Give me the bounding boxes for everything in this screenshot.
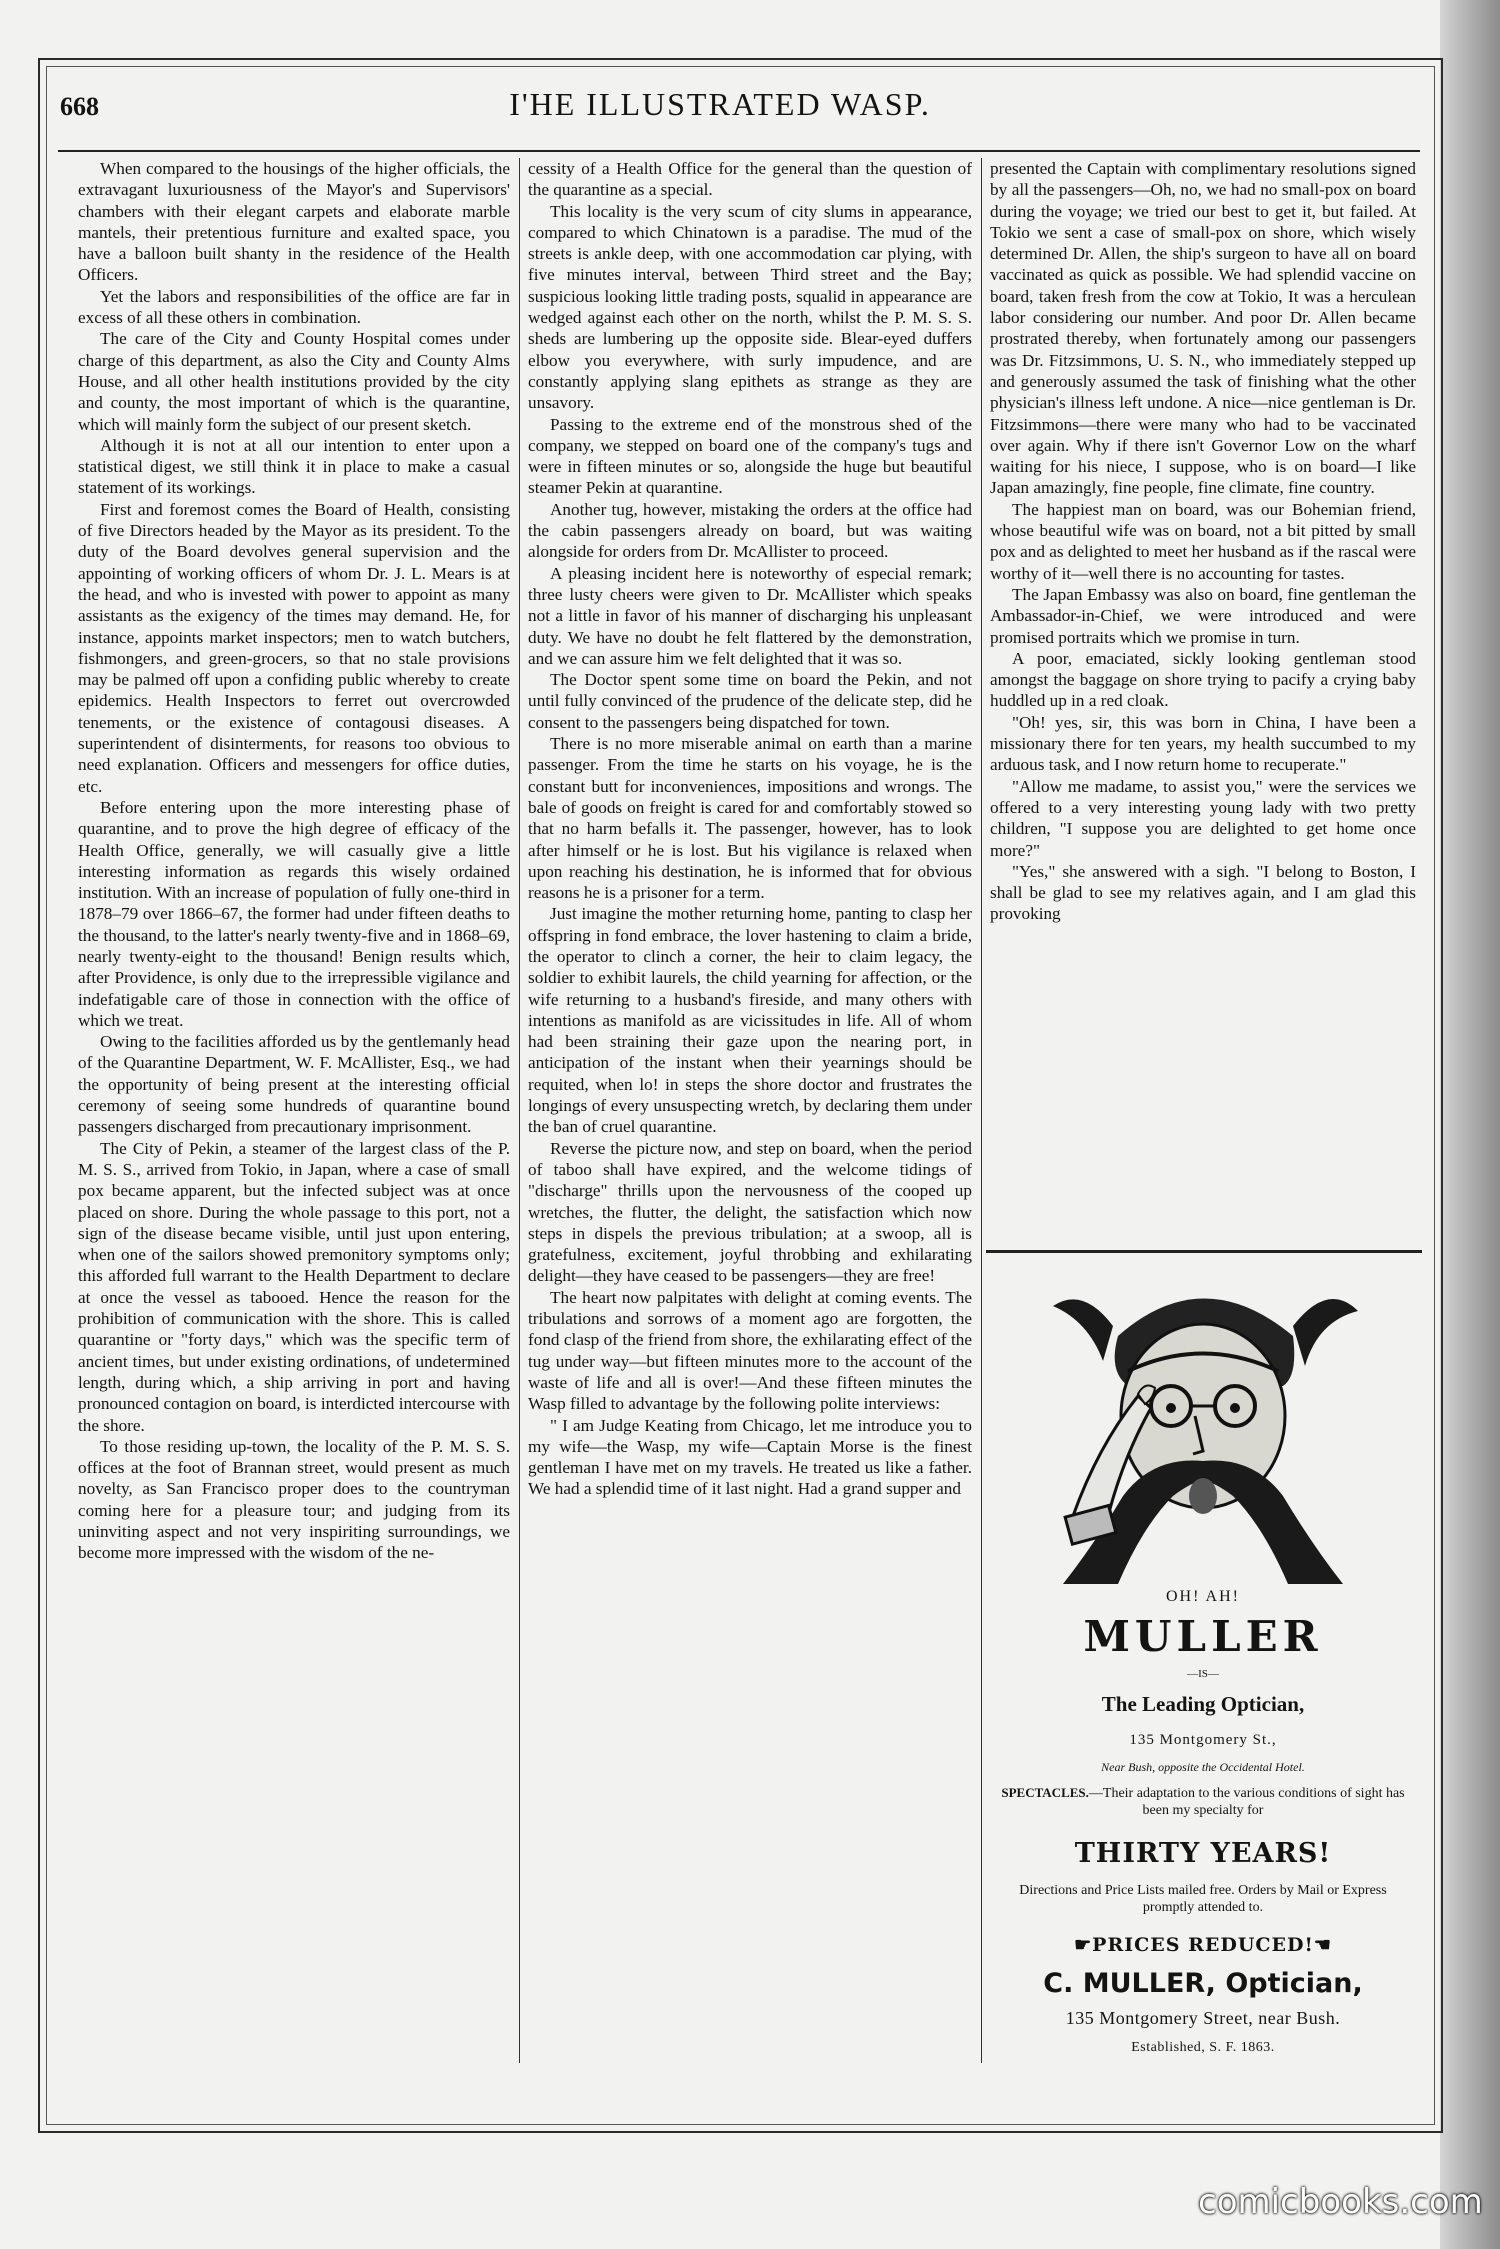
- ad-address: 135 Montgomery Street, near Bush.: [1065, 2008, 1341, 2028]
- ad-location-note: Near Bush, opposite the Occidental Hotel.: [1101, 1760, 1305, 1774]
- column-divider: [519, 158, 520, 2063]
- paragraph: Although it is not at all our intention to enter upon a statistical digest, we still think it in place to make a casual statement of its workings.: [78, 435, 510, 498]
- ad-optician-name: C. MULLER, Optician,: [1043, 1968, 1363, 1999]
- site-watermark: comicbooks.com: [1198, 2182, 1483, 2222]
- advertisement-rule: [986, 1250, 1422, 1253]
- paragraph: "Allow me madame, to assist you," were the services we offered to a very interesting young lady with two pretty children, "I suppose you are delighted to get home once more?": [990, 776, 1416, 860]
- ad-tagline: The Leading Optician,: [1101, 1692, 1305, 1716]
- paragraph: The Japan Embassy was also on board, fine gentleman the Ambassador-in-Chief, we were introduced and were promised portraits which we promise in turn.: [990, 584, 1416, 647]
- article-column-1: [78, 158, 510, 2063]
- ad-spectacles-body: —Their adaptation to the various conditions of sight has been my specialty for: [1088, 1786, 1405, 1818]
- ad-street: 135 Montgomery St.,: [1129, 1732, 1277, 1748]
- ad-directions: Directions and Price Lists mailed free. Orders by Mail or Express promptly attended to.: [1019, 1883, 1387, 1915]
- ad-prices-label: PRICES REDUCED!: [1092, 1934, 1314, 1956]
- paragraph: The care of the City and County Hospital comes under charge of this department, as also the City and County Alms House, and all other health institutions provided by the city and county, the most important of which is the quarantine, which will mainly form the subject of our present sketch.: [78, 329, 510, 434]
- paragraph: The City of Pekin, a steamer of the largest class of the P. M. S. S., arrived from Tokio, in Japan, where a case of small pox became apparent, but the infected subject was at once placed on shore. During the whole passage to this port, not a sign of the disease became visible, until just upon entering, when one of the sailors showed premonitory symptoms only; this afforded full warrant to the Health Department to declare at once the vessel as tabooed. Hence the reason for the prohibition of communication with the shore. This is called quarantine or "forty days," which was the specific term of ancient times, but under existing ordinations, of undetermined length, during which, a ship arriving in port and having pronounced contagion on board, is interdicted intercourse with the shore.: [78, 1138, 510, 1435]
- paragraph: First and foremost comes the Board of Health, consisting of five Directors headed by the Mayor as its president. To the duty of the Board devolves general supervision and the appointing of working officers of whom Dr. J. L. Mears is at the head, and who is invested with power to appoint as many assistants as the exigency of the times may demand. He, for instance, appoints market inspectors; men to watch butchers, fishmongers, and green-grocers, so that no stale provisions may be palmed off upon a confiding public whereby to create epidemics. Health Inspectors to ferret out overcrowded tenements, or the existence of contagousi diseases. A superintendent of disinterments, for reasons too obvious to need explanation. Officers and messengers for office duties, etc.: [78, 499, 510, 796]
- paragraph: There is no more miserable animal on earth than a marine passenger. From the time he starts on his voyage, he is the constant butt for inconveniences, impositions and wrongs. The bale of goods on freight is cared for and comfortably stowed so that no harm befalls it. The passenger, however, has to look after himself or he is lost. But his vigilance is relaxed when upon reaching his destination, he is informed that for obvious reasons he is a prisoner for a term.: [528, 734, 972, 903]
- ad-thirty-years: THIRTY YEARS!: [1074, 1838, 1332, 1869]
- paragraph: Before entering upon the more interesting phase of quarantine, and to prove the high degree of efficacy of the Health Office, generally, we will casually give a little interesting information as regards this wisely ordained institution. With an increase of population of fully one-third in 1878–79 over 1866–67, the former had under fifteen deaths to the thousand, to the latter's nearly twenty-five and in 1868–69, nearly twenty-eight to the thousand! Benign results which, after Providence, is only due to the irrepressible vigilance and indefatigable care of those in connection with the office of which we treat.: [78, 797, 510, 1030]
- paragraph: Reverse the picture now, and step on board, when the period of taboo shall have expired, and the welcome tidings of "discharge" thrills upon the nervousness of the cooped up wretches, the flutter, the delight, the satisfaction which now steps in dispels the previous tribulation; at a swoop, all is gratefulness, excitement, joyful throbbing and exhilarating delight—they have ceased to be passengers—they are free!: [528, 1138, 972, 1286]
- header-rule: [58, 150, 1420, 152]
- ad-established: Established, S. F. 1863.: [1131, 2040, 1275, 2055]
- ad-spectacles-text: [996, 1784, 1410, 1819]
- ad-brand-name: MULLER: [1083, 1612, 1323, 1661]
- ad-is-divider: —IS—: [1187, 1668, 1219, 1680]
- muller-optician-advertisement: [990, 1262, 1416, 2067]
- paragraph: To those residing up-town, the locality of the P. M. S. S. offices at the foot of Brannan street, would present as much novelty, as San Francisco proper does to the countryman coming here for a pleasure tour; and judging from its uninviting aspect and not very inspiriting surroundings, we become more impressed with the wisdom of the ne-: [78, 1436, 510, 1563]
- page-number: 668: [60, 92, 99, 121]
- paragraph: The happiest man on board, was our Bohemian friend, whose beautiful wife was on board, not a bit pitted by small pox and as delighted to meet her husband as if the rascal were worthy of it—well there is no accounting for tastes.: [990, 499, 1416, 583]
- page-binding-edge: [1440, 0, 1500, 2249]
- article-column-3: [990, 158, 1416, 1248]
- paragraph: "Yes," she answered with a sigh. "I belong to Boston, I shall be glad to see my relatives again, and I am glad this provoking: [990, 861, 1416, 924]
- paragraph: Yet the labors and responsibilities of the office are far in excess of all these others in combination.: [78, 286, 510, 328]
- paragraph: Owing to the facilities afforded us by the gentlemanly head of the Quarantine Department, W. F. McAllister, Esq., we had the opportunity of being present at the interesting official ceremony of seeing some hundreds of quarantine bound passengers discharged from precautionary imprisonment.: [78, 1032, 510, 1137]
- paragraph: The Doctor spent some time on board the Pekin, and not until fully convinced of the prudence of the delicate step, did he consent to the passengers being dispatched for town.: [528, 670, 972, 732]
- paragraph: cessity of a Health Office for the general than the question of the quarantine as a special.: [528, 159, 972, 200]
- paragraph: " I am Judge Keating from Chicago, let me introduce you to my wife—the Wasp, my wife—Captain Morse is the finest gentleman I have met on my travels. He treated us like a father. We had a splendid time of it last night. Had a grand supper and: [528, 1415, 972, 1499]
- column-divider: [981, 158, 982, 2063]
- paragraph: Just imagine the mother returning home, panting to clasp her offspring in fond embrace, the lover hastening to claim a bride, the operator to clinch a corner, the heir to claim legacy, the soldier to exhibit laurels, the child yearning for affection, or the wife returning to a husband's fireside, and many others with intentions as manifold as are vicissitudes in life. All of whom had been straining their gaze upon the nearing port, in anticipation of the instant when their yearnings should be requited, when lo! in steps the shore doctor and frustrates the longings of every unsuspecting wretch, by declaring them under the ban of cruel quarantine.: [528, 904, 972, 1137]
- paragraph: A poor, emaciated, sickly looking gentleman stood amongst the baggage on shore trying to pacify a crying baby huddled up in a red cloak.: [990, 648, 1416, 711]
- article-column-2: [528, 158, 972, 2063]
- paragraph: This locality is the very scum of city slums in appearance, compared to which Chinatown is a paradise. The mud of the streets is ankle deep, with one accommodation car plying, with five minutes interval, between Third street and the Bay; suspicious looking little trading posts, squalid in appearance are wedged against each other on the north, whilst the P. M. S. S. sheds are lumbering up the opposite side. Blear-eyed duffers elbow you everywhere, with surly impudence, and are constantly applying slang epithets as strange as they are unsavory.: [528, 201, 972, 413]
- ad-prices-reduced: [990, 1934, 1416, 1956]
- paragraph: presented the Captain with complimentary resolutions signed by all the passengers—Oh, no, we had no small-pox on board during the voyage; we tried our best to get it, but failed. At Tokio we sent a case of small-pox on shore, which wisely determined Dr. Allen, the ship's surgeon to have all on board vaccinated as quick as possible. We had splendid vaccine on board, taken fresh from the cow at Tokio, It was a herculean labor considering our number. And poor Dr. Allen became prostrated thereby, when fortunately among our passengers was Dr. Fitzsimmons, U. S. N., who immediately stepped up and generously assumed the task of finishing what the other physician's illness left undone. A nice—nice gentleman is Dr. Fitzsimmons—there were many who had to be vaccinated over again. Why if there isn't Governor Low on the wharf waiting for his niece, I suppose, who is on board—I like Japan amazingly, fine people, fine climate, fine country.: [990, 159, 1416, 498]
- paragraph: The heart now palpitates with delight at coming events. The tribulations and sorrows of a moment ago are forgotten, the fond clasp of the friend from shore, the exhilarating effect of the tug under way—but fifteen minutes more to the account of the waste of life and all is over!—And these fifteen minutes the Wasp filled to advantage by the following polite interviews:: [528, 1287, 972, 1414]
- bespectacled-man-illustration: [1043, 1266, 1363, 1584]
- paragraph: When compared to the housings of the higher officials, the extravagant luxuriousness of the Mayor's and Supervisors' chambers with their elegant carpets and elaborate marble mantels, their pretentious furniture and exalted space, you have a balloon built shanty in the residence of the Health Officers.: [78, 159, 510, 285]
- ad-exclamation: OH! AH!: [1166, 1588, 1240, 1605]
- ad-spectacles-label: SPECTACLES.: [1001, 1785, 1089, 1800]
- paragraph: Passing to the extreme end of the monstrous shed of the company, we stepped on board one of the company's tugs and were in fifteen minutes or so, alongside the huge but beautiful steamer Pekin at quarantine.: [528, 414, 972, 498]
- paragraph: A pleasing incident here is noteworthy of especial remark; three lusty cheers were given to Dr. McAllister which speaks not a little in favor of his manner of discharging his unpleasant duty. We have no doubt he felt flattered by the demonstration, and we can assure him we felt delighted that it was so.: [528, 563, 972, 668]
- paragraph: "Oh! yes, sir, this was born in China, I have been a missionary there for ten years, my health succumbed to my arduous task, and I now return home to recuperate.": [990, 712, 1416, 775]
- pointing-hand-icon: ☛: [1074, 1934, 1093, 1956]
- pointing-hand-left-icon: ☚: [1313, 1934, 1332, 1956]
- paragraph: Another tug, however, mistaking the orders at the office had the cabin passengers already on board, but was waiting alongside for orders from Dr. McAllister to proceed.: [528, 499, 972, 562]
- masthead-title: I'HE ILLUSTRATED WASP.: [509, 86, 931, 122]
